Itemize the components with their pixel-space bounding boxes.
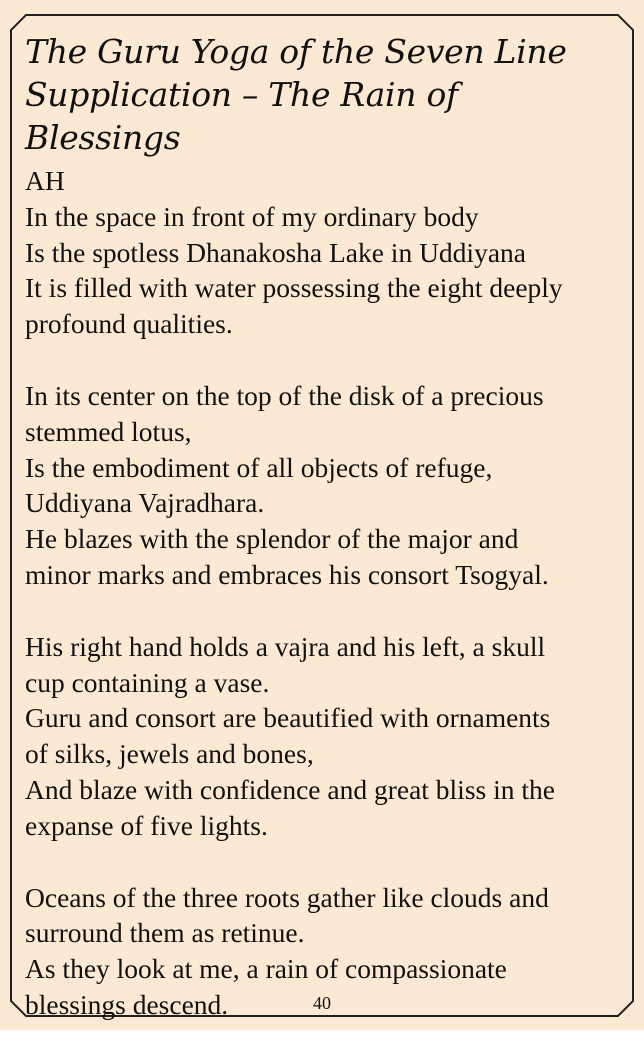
verse-line: Oceans of the three roots gather like clouds and — [25, 881, 549, 913]
verse-line: In its center on the top of the disk of a precious — [25, 379, 544, 411]
verse-line: cup containing a vase. — [25, 666, 270, 698]
verse-line: profound qualities. — [25, 308, 233, 340]
verse-line: His right hand holds a vajra and his left, a skull — [25, 630, 546, 662]
verse-line: In the space in front of my ordinary body — [25, 200, 479, 232]
verse-line: And blaze with confidence and great bliss in the — [25, 773, 555, 805]
verse-line: of silks, jewels and bones, — [25, 738, 314, 770]
verse-line: Guru and consort are beautified with ornaments — [25, 702, 551, 734]
verse-line: AH — [25, 165, 65, 196]
verse-line: It is filled with water possessing the eight deeply — [25, 272, 563, 304]
stanza-1 — [25, 163, 623, 342]
verse-line: He blazes with the splendor of the major and — [25, 523, 519, 555]
verse-line: minor marks and embraces his consort Tsogyal. — [25, 558, 549, 590]
page-content — [25, 30, 623, 1059]
page-number: 40 — [313, 993, 331, 1013]
verse-line: As they look at me, a rain of compassionate — [25, 953, 507, 985]
verse-line: expanse of five lights. — [25, 809, 268, 841]
title-line-1: The Guru Yoga of the Seven Line — [25, 32, 567, 71]
verse-line: Is the embodiment of all objects of refuge, — [25, 451, 493, 483]
verse-line: Uddiyana Vajradhara. — [25, 487, 265, 519]
verse-line: surround them as retinue. — [25, 917, 305, 949]
title-line-2: Supplication – The Rain of Blessings — [25, 75, 458, 157]
page-title — [25, 30, 623, 159]
stanza-2 — [25, 378, 623, 593]
verse-line: blessings descend. — [25, 988, 229, 1020]
verse-line: Is the spotless Dhanakosha Lake in Uddiyana — [25, 236, 526, 268]
stanza-3 — [25, 629, 623, 844]
verse-line: stemmed lotus, — [25, 415, 192, 447]
